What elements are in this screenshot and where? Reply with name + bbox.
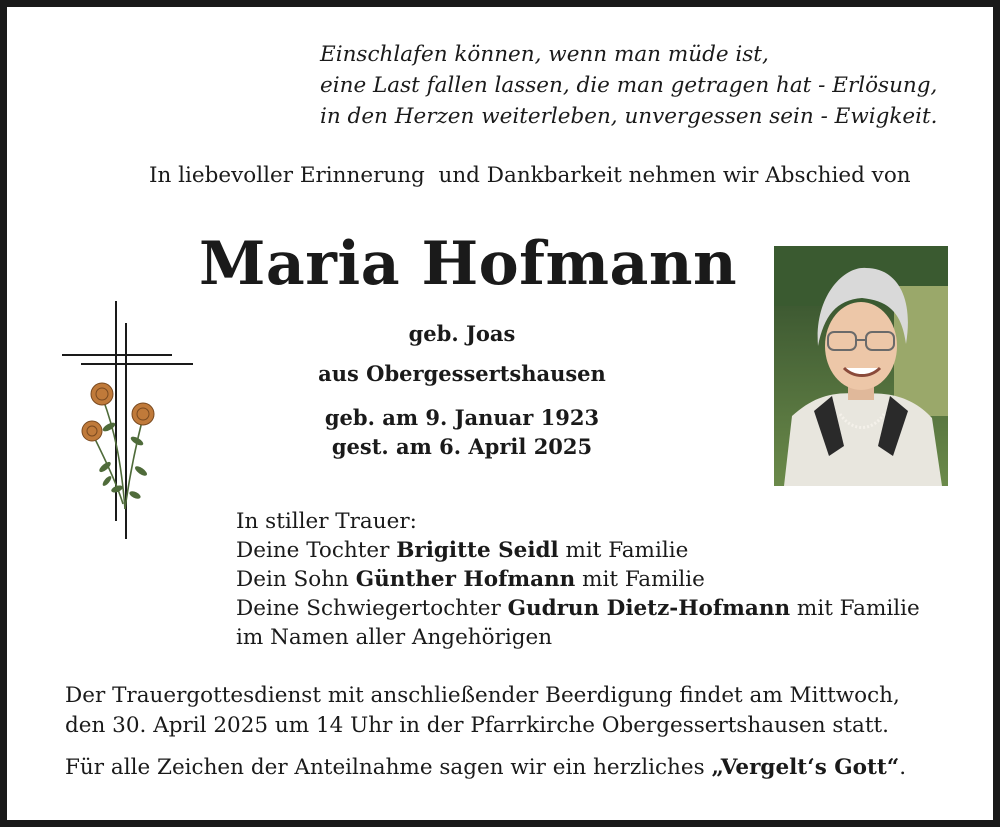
relatives-line: im Namen aller Angehörigen [236, 625, 553, 650]
mourner-name: Günther Hofmann [355, 567, 576, 592]
mourner-name: Brigitte Seidl [396, 538, 559, 563]
funeral-service-info [65, 681, 900, 741]
family-suffix: mit Familie [575, 567, 705, 592]
thanks-text: Für alle Zeichen der Anteilnahme sagen wir ein herzliches [65, 755, 712, 780]
family-suffix: mit Familie [558, 538, 689, 563]
thanks-emphasis: „Vergelt‘s Gott“ [711, 755, 900, 780]
mourner-name: Gudrun Dietz-Hofmann [507, 596, 791, 621]
deceased-name: Maria Hofmann [199, 229, 738, 299]
service-line: den 30. April 2025 um 14 Uhr in der Pfarrkirche Obergessertshausen statt. [65, 713, 889, 738]
family-suffix: mit Familie [790, 596, 920, 621]
mourner-daughter-in-law [236, 594, 920, 623]
thanks-line [65, 755, 906, 780]
mourner-son [236, 565, 920, 594]
mourner-daughter [236, 536, 920, 565]
relation-label: Deine Tochter [236, 538, 397, 563]
death-date: gest. am 6. April 2025 [331, 434, 593, 459]
thanks-period: . [899, 755, 907, 780]
mourners-heading: In stiller Trauer: [236, 509, 417, 534]
poem-line: Einschlafen können, wenn man müde ist, [320, 42, 769, 67]
portrait-photo [774, 246, 948, 486]
mourners-list [236, 507, 920, 652]
birth-date: geb. am 9. Januar 1923 [324, 405, 600, 430]
cross-with-roses-icon [59, 299, 199, 541]
intro-text: In liebevoller Erinnerung und Dankbarkeit nehmen wir Abschied von [149, 163, 911, 188]
service-line: Der Trauergottesdienst mit anschließender Beerdigung findet am Mittwoch, [65, 683, 900, 708]
relation-label: Deine Schwiegertochter [236, 596, 508, 621]
maiden-name: geb. Joas [408, 321, 516, 346]
hometown: aus Obergessertshausen [318, 361, 606, 386]
poem-line: in den Herzen weiterleben, unvergessen sein - Ewigkeit. [320, 104, 938, 129]
poem [320, 39, 938, 132]
poem-line: eine Last fallen lassen, die man getragen hat - Erlösung, [320, 73, 938, 98]
relation-label: Dein Sohn [236, 567, 356, 592]
